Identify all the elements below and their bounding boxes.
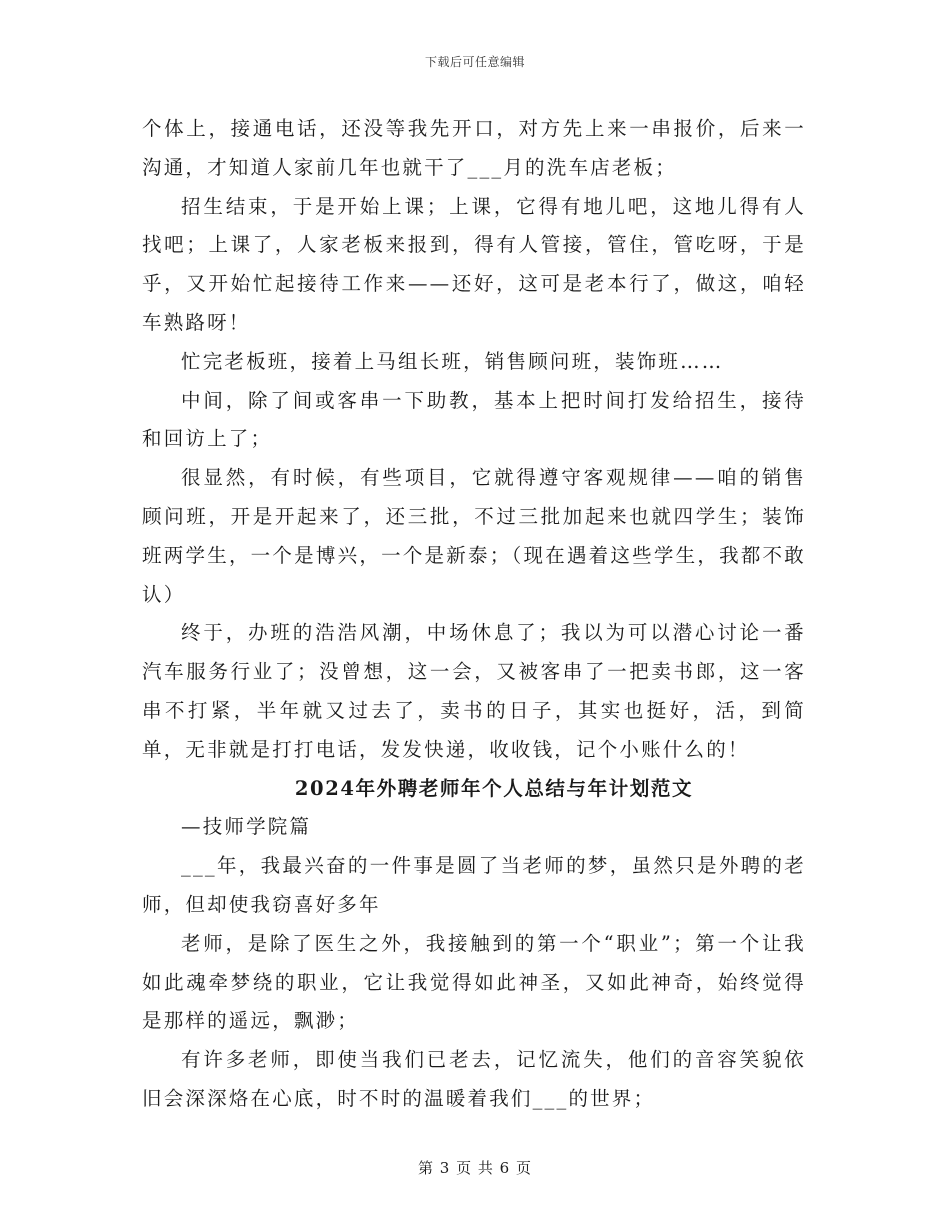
page-header: 下载后可任意编辑 <box>424 55 525 69</box>
paragraph-continued: 个体上，接通电话，还没等我先开口，对方先上来一串报价，后来一沟通，才知道人家前几年也就干了___月的洗车店老板； <box>142 117 806 179</box>
paragraph: 有许多老师，即使当我们已老去，记忆流失，他们的音容笑貌依旧会深深烙在心底，时不时的温暖着我们___的世界； <box>142 1048 806 1110</box>
document-body <box>142 110 806 1119</box>
page-number-footer: 第 3 页 共 6 页 <box>418 1159 532 1177</box>
paragraph: 老师，是除了医生之外，我接触到的第一个“职业”；第一个让我如此魂牵梦绕的职业，它让我觉得如此神圣，又如此神奇，始终觉得是那样的遥远，飘渺； <box>142 931 806 1033</box>
document-title: 2024年外聘老师年个人总结与年计划范文 <box>294 776 694 800</box>
paragraph: 终于，办班的浩浩风潮，中场休息了；我以为可以潜心讨论一番汽车服务行业了；没曾想，这一会，又被客串了一把卖书郎，这一客串不打紧，半年就又过去了，卖书的日子，其实也挺好，活，到简单，无非就是打打电话，发发快递，收收钱，记个小账什么的！ <box>142 621 806 761</box>
paragraph: 很显然，有时候，有些项目，它就得遵守客观规律——咱的销售顾问班，开是开起来了，还三批，不过三批加起来也就四学生；装饰班两学生，一个是博兴，一个是新泰；（现在遇着这些学生，我都不敢认） <box>142 466 806 606</box>
paragraph: 忙完老板班，接着上马组长班，销售顾问班，装饰班…… <box>181 349 724 373</box>
paragraph: ___年，我最兴奋的一件事是圆了当老师的梦，虽然只是外聘的老师，但却使我窃喜好多年 <box>142 854 806 916</box>
subtitle-line: —技师学院篇 <box>181 815 312 839</box>
paragraph: 招生结束，于是开始上课；上课，它得有地儿吧，这地儿得有人找吧；上课了，人家老板来报到，得有人管接，管住，管吃呀，于是乎，又开始忙起接待工作来——还好，这可是老本行了，做这，咱轻车熟路呀！ <box>142 194 806 334</box>
paragraph: 中间，除了间或客串一下助教，基本上把时间打发给招生，接待和回访上了； <box>142 388 806 451</box>
